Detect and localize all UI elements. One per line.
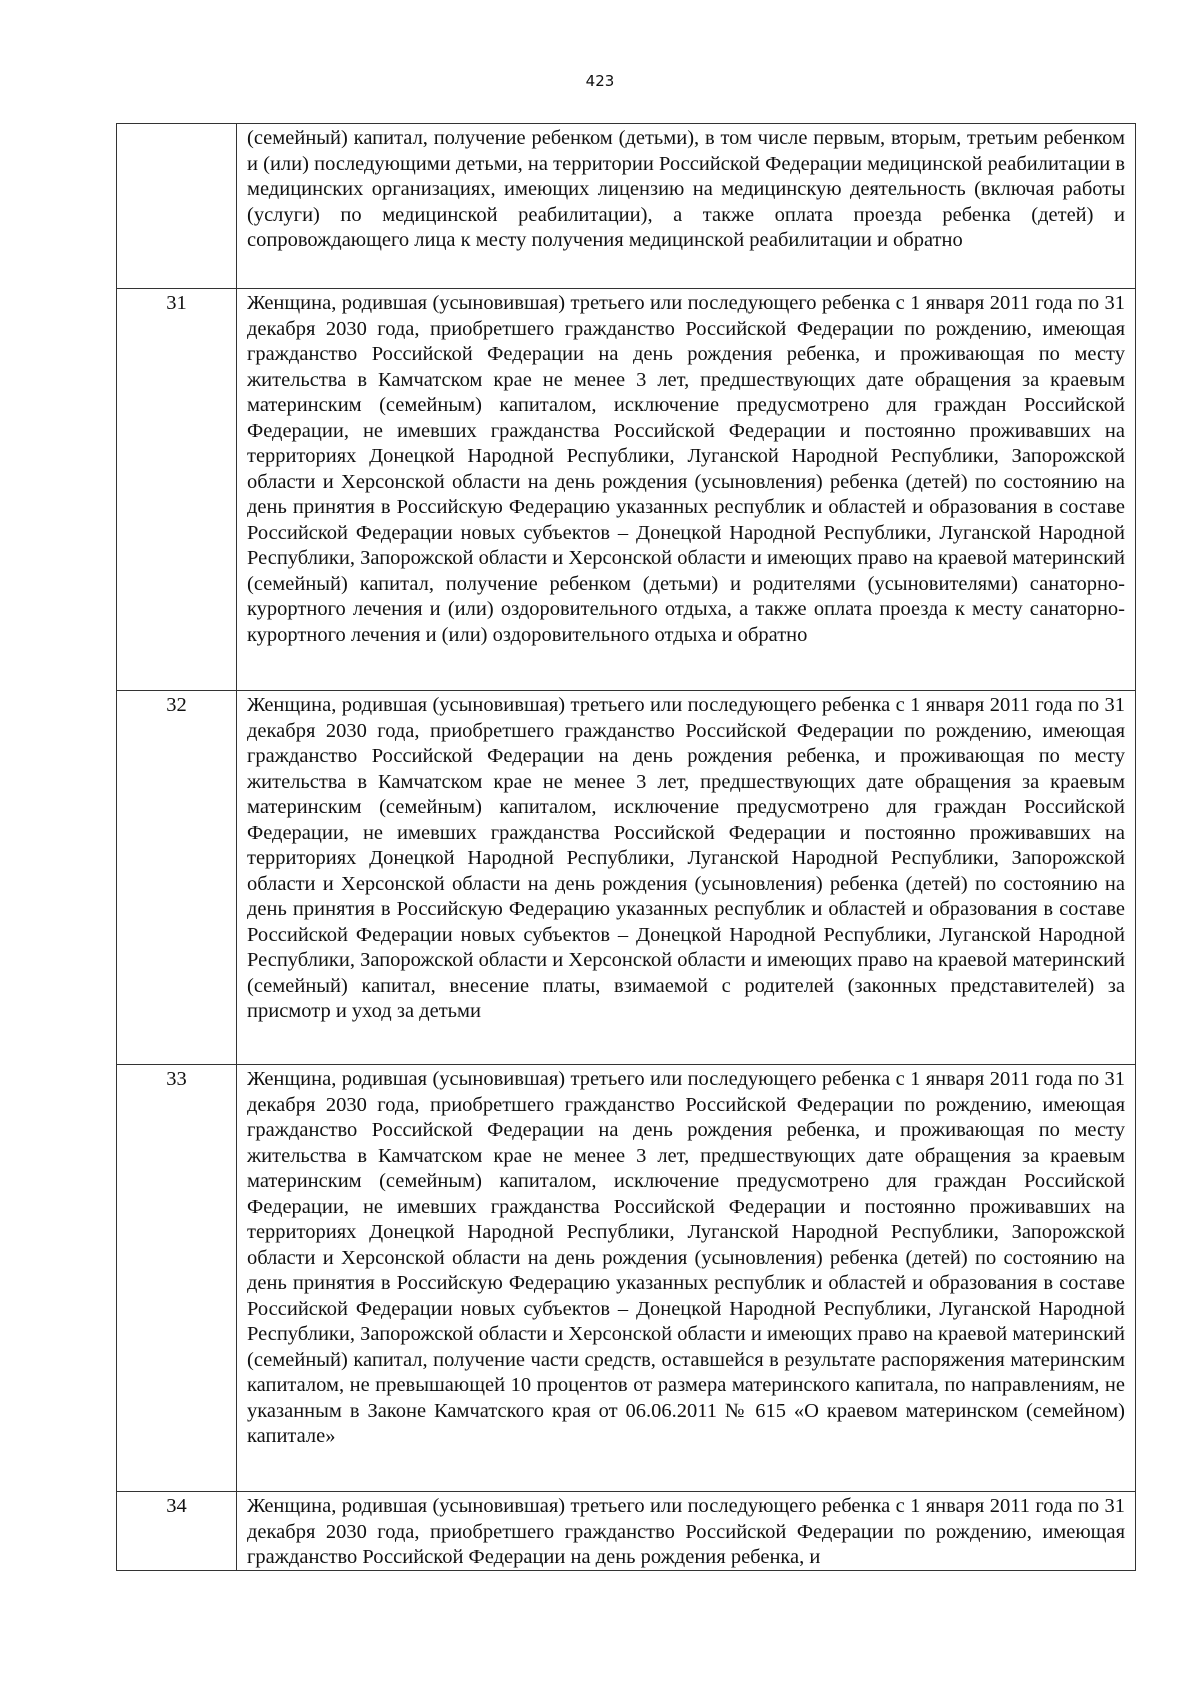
table-row bbox=[117, 289, 1136, 691]
row-text-cell bbox=[237, 1492, 1136, 1571]
page-number: 423 bbox=[585, 72, 615, 90]
row-text-cell: Женщина, родившая (усыновившая) третьего или последующего ребенка с 1 января 2011 года по 31 декабря 2030 года, приобретшего гражданство Российской Федерации по рождению, имеющая гражданство Российской Федерации на день рождения ребенка, и проживающая по месту жительства в Камчатском крае не менее 3 лет, предшествующих дате обращения за краевым материнским (семейным) капиталом, исключение предусмотрено для граждан Российской Федерации, не имевших гражданства Российской Федерации и постоянно проживавших на территориях Донецкой Народной Республики, Луганской Народной Республики, Запорожской области и Херсонской области на день рождения (усыновления) ребенка (детей) по состоянию на день принятия в Российскую Федерацию указанных республик и областей и образования в составе Российской Федерации новых субъектов – Донецкой Народной Республики, Луганской Народной Республики, Запорожской области и Херсонской области и имеющих право на краевой материнский (семейный) капитал, получение ребенком (детьми) и родителями (усыновителями) санаторно-курортного лечения и (или) оздоровительного отдыха, а также оплата проезда к месту санаторно-курортного лечения и (или) оздоровительного отдыха и обратно bbox=[237, 289, 1136, 691]
row-text-cell: Женщина, родившая (усыновившая) третьего или последующего ребенка с 1 января 2011 года по 31 декабря 2030 года, приобретшего гражданство Российской Федерации по рождению, имеющая гражданство Российской Федерации на день рождения ребенка, и проживающая по месту жительства в Камчатском крае не менее 3 лет, предшествующих дате обращения за краевым материнским (семейным) капиталом, исключение предусмотрено для граждан Российской Федерации, не имевших гражданства Российской Федерации и постоянно проживавших на территориях Донецкой Народной Республики, Луганской Народной Республики, Запорожской области и Херсонской области на день рождения (усыновления) ребенка (детей) по состоянию на день принятия в Российскую Федерацию указанных республик и областей и образования в составе Российской Федерации новых субъектов – Донецкой Народной Республики, Луганской Народной Республики, Запорожской области и Херсонской области и имеющих право на краевой материнский (семейный) капитал, внесение платы, взимаемой с родителей (законных представителей) за присмотр и уход за детьми bbox=[237, 691, 1136, 1065]
table-row bbox=[117, 1065, 1136, 1492]
row-number-cell: 32 bbox=[117, 691, 237, 1065]
row-text-clip: Женщина, родившая (усыновившая) третьего или последующего ребенка с 1 января 2011 года по 31 декабря 2030 года, приобретшего гражданство Российской Федерации по рождению, имеющая гражданство Российской Федерации на день рождения ребенка, и bbox=[247, 1495, 1125, 1568]
row-text-cell: (семейный) капитал, получение ребенком (детьми), в том числе первым, вторым, третьим ребенком и (или) последующими детьми, на территории Российской Федерации медицинской реабилитации в медицинских организациях, имеющих лицензию на медицинскую деятельность (включая работы (услуги) по медицинской реабилитации), а также оплата проезда ребенка (детей) и сопровождающего лица к месту получения медицинской реабилитации и обратно bbox=[237, 124, 1136, 289]
regulation-table bbox=[116, 123, 1136, 1571]
row-text-cell: Женщина, родившая (усыновившая) третьего или последующего ребенка с 1 января 2011 года по 31 декабря 2030 года, приобретшего гражданство Российской Федерации по рождению, имеющая гражданство Российской Федерации на день рождения ребенка, и проживающая по месту жительства в Камчатском крае не менее 3 лет, предшествующих дате обращения за краевым материнским (семейным) капиталом, исключение предусмотрено для граждан Российской Федерации, не имевших гражданства Российской Федерации и постоянно проживавших на территориях Донецкой Народной Республики, Луганской Народной Республики, Запорожской области и Херсонской области на день рождения (усыновления) ребенка (детей) по состоянию на день принятия в Российскую Федерацию указанных республик и областей и образования в составе Российской Федерации новых субъектов – Донецкой Народной Республики, Луганской Народной Республики, Запорожской области и Херсонской области и имеющих право на краевой материнский (семейный) капитал, получение части средств, оставшейся в результате распоряжения материнским капиталом, не превышающей 10 процентов от размера материнского капитала, по направлениям, не указанным в Законе Камчатского края от 06.06.2011 № 615 «О краевом материнском (семейном) капитале» bbox=[237, 1065, 1136, 1492]
table-row bbox=[117, 124, 1136, 289]
row-number-cell: 34 bbox=[117, 1492, 237, 1571]
row-number-cell: 33 bbox=[117, 1065, 237, 1492]
row-number-cell bbox=[117, 124, 237, 289]
table-row bbox=[117, 1492, 1136, 1571]
table-row bbox=[117, 691, 1136, 1065]
row-number-cell: 31 bbox=[117, 289, 237, 691]
